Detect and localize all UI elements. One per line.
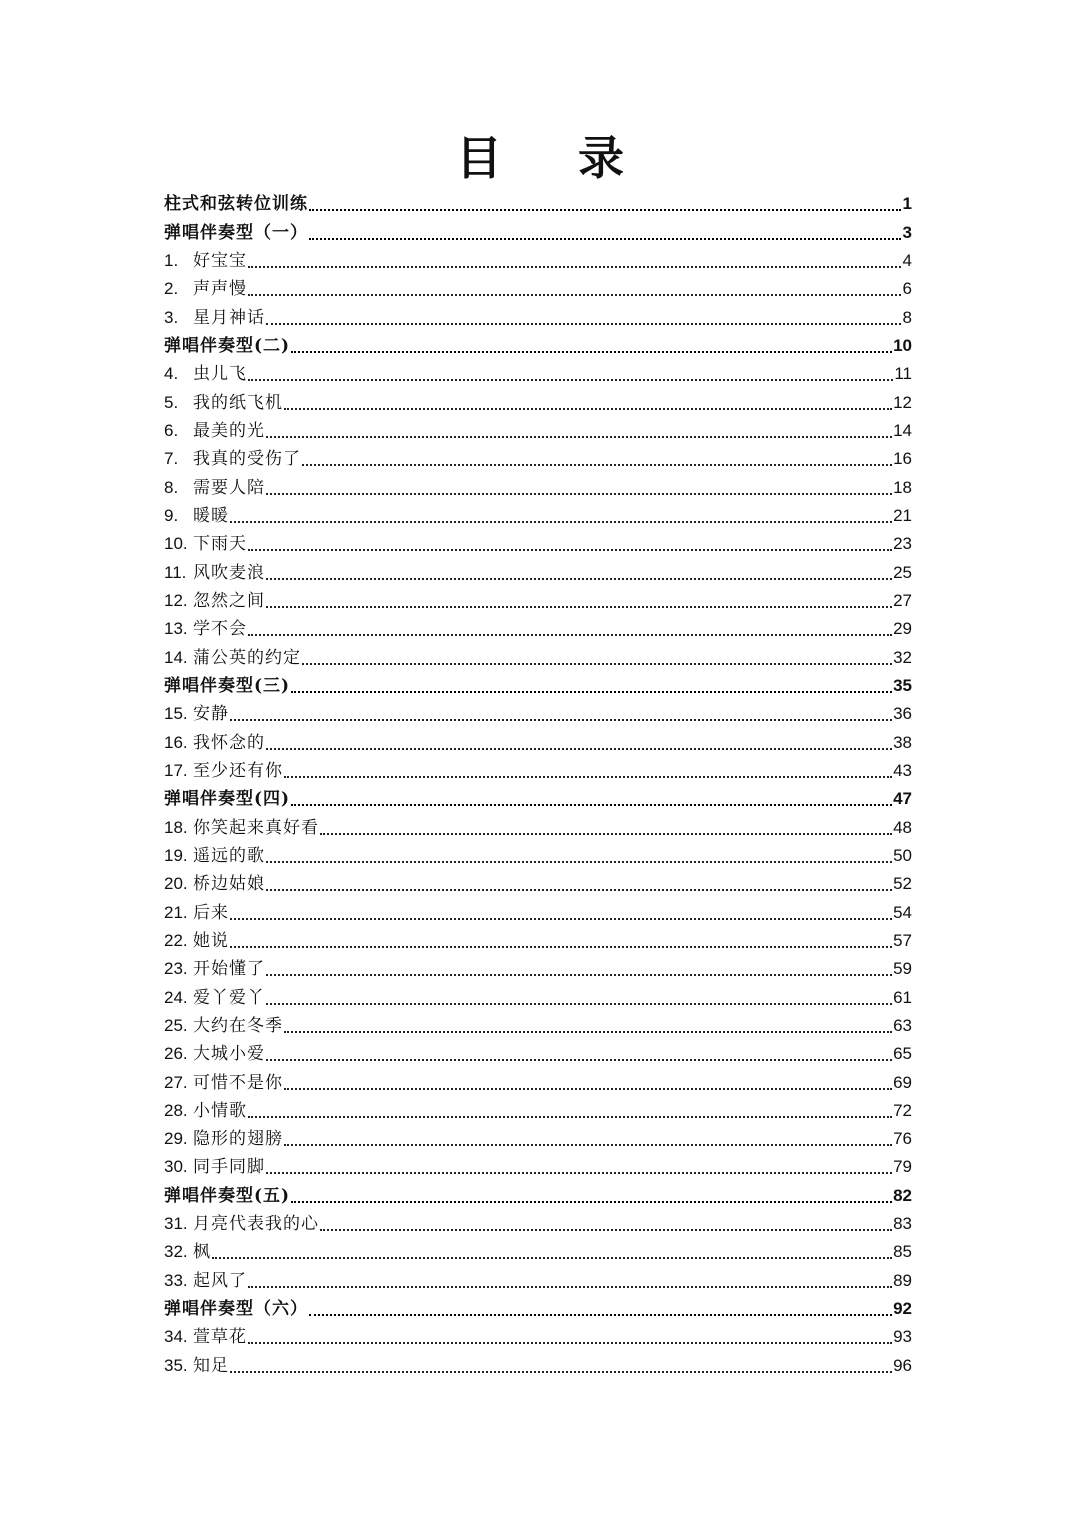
toc-item-row[interactable] bbox=[164, 528, 912, 556]
dot-leader bbox=[284, 407, 892, 410]
toc-item-row[interactable] bbox=[164, 1236, 912, 1264]
dot-leader bbox=[266, 577, 892, 580]
page-title: 目 录 bbox=[455, 131, 654, 185]
toc-item-title: 月亮代表我的心 bbox=[193, 1214, 319, 1235]
dot-leader bbox=[266, 435, 892, 438]
toc-page-number: 93 bbox=[893, 1327, 912, 1347]
dot-leader bbox=[230, 1370, 892, 1373]
toc-page-number: 1 bbox=[902, 194, 912, 214]
toc-item-row[interactable] bbox=[164, 301, 912, 329]
toc-page-number: 82 bbox=[893, 1185, 912, 1205]
toc-item-title: 可惜不是你 bbox=[193, 1072, 283, 1093]
toc-section-title: 弹唱伴奏型(五) bbox=[164, 1185, 291, 1206]
toc-section-title: 弹唱伴奏型(四) bbox=[164, 789, 291, 810]
toc-page-number: 61 bbox=[893, 987, 912, 1007]
toc-item-row[interactable] bbox=[164, 443, 912, 471]
toc-item-title: 暖暖 bbox=[193, 505, 229, 526]
toc-item-row[interactable] bbox=[164, 1010, 912, 1038]
toc-item-title: 学不会 bbox=[193, 619, 247, 640]
toc-section-title: 弹唱伴奏型(二) bbox=[164, 335, 291, 356]
toc-item-title: 大城小爱 bbox=[193, 1044, 265, 1065]
toc-item-row[interactable] bbox=[164, 1349, 912, 1377]
toc-section-row[interactable] bbox=[164, 216, 912, 244]
toc-page-number: 14 bbox=[893, 420, 912, 440]
toc-item-row[interactable] bbox=[164, 698, 912, 726]
toc-page-number: 57 bbox=[893, 930, 912, 950]
toc-item-number: 30. bbox=[164, 1157, 188, 1177]
toc-item-row[interactable] bbox=[164, 726, 912, 754]
dot-leader bbox=[212, 1256, 892, 1259]
toc-item-number: 12. bbox=[164, 590, 188, 610]
toc-page-number: 54 bbox=[893, 902, 912, 922]
toc-page-number: 8 bbox=[902, 307, 912, 327]
toc-item-row[interactable] bbox=[164, 245, 912, 273]
toc-item-number: 17. bbox=[164, 760, 188, 780]
toc-item-title: 同手同脚 bbox=[193, 1157, 265, 1178]
dot-leader bbox=[248, 293, 901, 296]
dot-leader bbox=[266, 492, 892, 495]
toc-section-title: 弹唱伴奏型（一） bbox=[164, 222, 308, 243]
toc-item-row[interactable] bbox=[164, 613, 912, 641]
toc-item-row[interactable] bbox=[164, 1066, 912, 1094]
toc-page-number: 12 bbox=[893, 392, 912, 412]
dot-leader bbox=[266, 322, 901, 325]
toc-page-number: 69 bbox=[893, 1072, 912, 1092]
toc-item-row[interactable] bbox=[164, 1123, 912, 1151]
toc-item-row[interactable] bbox=[164, 896, 912, 924]
toc-item-title: 你笑起来真好看 bbox=[193, 817, 319, 838]
toc-item-number: 34. bbox=[164, 1327, 188, 1347]
dot-leader bbox=[302, 463, 892, 466]
toc-page-number: 38 bbox=[893, 732, 912, 752]
toc-page-number: 92 bbox=[893, 1299, 912, 1319]
toc-item-number: 6. bbox=[164, 420, 179, 440]
toc-item-row[interactable] bbox=[164, 953, 912, 981]
toc-item-title: 开始懂了 bbox=[193, 959, 265, 980]
toc-item-row[interactable] bbox=[164, 925, 912, 953]
toc-item-number: 15. bbox=[164, 704, 188, 724]
dot-leader bbox=[284, 775, 892, 778]
toc-item-title: 安静 bbox=[193, 704, 229, 725]
toc-item-number: 32. bbox=[164, 1242, 188, 1262]
toc-item-row[interactable] bbox=[164, 1095, 912, 1123]
toc-page-number: 6 bbox=[902, 279, 912, 299]
toc-page-number: 52 bbox=[893, 874, 912, 894]
dot-leader bbox=[266, 888, 892, 891]
toc-item-title: 遥远的歌 bbox=[193, 845, 265, 866]
toc-page-number: 85 bbox=[893, 1242, 912, 1262]
dot-leader bbox=[230, 520, 892, 523]
toc-item-number: 14. bbox=[164, 647, 188, 667]
dot-leader bbox=[302, 662, 892, 665]
toc-item-row[interactable] bbox=[164, 755, 912, 783]
toc-item-number: 22. bbox=[164, 930, 188, 950]
toc-item-title: 好宝宝 bbox=[193, 250, 247, 271]
toc-item-number: 28. bbox=[164, 1100, 188, 1120]
dot-leader bbox=[291, 803, 892, 806]
toc-section-title: 柱式和弦转位训练 bbox=[164, 194, 308, 215]
dot-leader bbox=[291, 350, 892, 353]
toc-item-title: 最美的光 bbox=[193, 420, 265, 441]
toc-item-number: 21. bbox=[164, 902, 188, 922]
toc-item-row[interactable] bbox=[164, 1151, 912, 1179]
toc-item-number: 16. bbox=[164, 732, 188, 752]
toc-page-number: 11 bbox=[894, 364, 912, 384]
dot-leader bbox=[230, 718, 892, 721]
dot-leader bbox=[266, 1171, 892, 1174]
toc-item-title: 枫 bbox=[193, 1242, 211, 1263]
dot-leader bbox=[266, 747, 892, 750]
toc-item-number: 35. bbox=[164, 1355, 188, 1375]
toc-page-number: 43 bbox=[893, 760, 912, 780]
toc-item-title: 萱草花 bbox=[193, 1327, 247, 1348]
toc-item-title: 声声慢 bbox=[193, 279, 247, 300]
toc-section-row[interactable] bbox=[164, 783, 912, 811]
toc-item-number: 9. bbox=[164, 505, 179, 525]
dot-leader bbox=[309, 1313, 892, 1316]
dot-leader bbox=[266, 1058, 892, 1061]
dot-leader bbox=[291, 690, 892, 693]
toc-page-number: 50 bbox=[893, 845, 912, 865]
toc-item-row[interactable] bbox=[164, 811, 912, 839]
toc-item-number: 11. bbox=[164, 562, 187, 582]
toc-item-title: 忽然之间 bbox=[193, 590, 265, 611]
toc-item-title: 蒲公英的约定 bbox=[193, 647, 301, 668]
toc-page-number: 48 bbox=[893, 817, 912, 837]
toc-item-title: 隐形的翅膀 bbox=[193, 1129, 283, 1150]
toc-item-number: 24. bbox=[164, 987, 188, 1007]
toc-item-number: 1. bbox=[164, 250, 179, 270]
dot-leader bbox=[248, 548, 892, 551]
toc-item-number: 19. bbox=[164, 845, 188, 865]
toc-item-title: 桥边姑娘 bbox=[193, 874, 265, 895]
toc-page-number: 16 bbox=[893, 449, 912, 469]
toc-item-number: 13. bbox=[164, 619, 188, 639]
toc-item-row[interactable] bbox=[164, 471, 912, 499]
toc-page-number: 35 bbox=[893, 675, 912, 695]
toc-section-row[interactable] bbox=[164, 670, 912, 698]
toc-item-title: 星月神话 bbox=[193, 307, 265, 328]
dot-leader bbox=[320, 1228, 892, 1231]
toc-section-row[interactable] bbox=[164, 330, 912, 358]
toc-page-number: 10 bbox=[893, 335, 912, 355]
toc-item-title: 起风了 bbox=[193, 1270, 247, 1291]
dot-leader bbox=[309, 237, 901, 240]
toc-page-number: 83 bbox=[893, 1214, 912, 1234]
dot-leader bbox=[291, 1200, 892, 1203]
toc-page-number: 21 bbox=[893, 505, 912, 525]
toc-item-number: 7. bbox=[164, 449, 179, 469]
toc-page-number: 79 bbox=[893, 1157, 912, 1177]
dot-leader bbox=[266, 973, 892, 976]
toc-page-number: 3 bbox=[902, 222, 912, 242]
toc-item-number: 27. bbox=[164, 1072, 188, 1092]
toc-section-row[interactable] bbox=[164, 188, 912, 216]
toc-item-title: 小情歌 bbox=[193, 1100, 247, 1121]
dot-leader bbox=[248, 1285, 892, 1288]
toc-item-title: 知足 bbox=[193, 1355, 229, 1376]
toc-page-number: 59 bbox=[893, 959, 912, 979]
dot-leader bbox=[230, 945, 892, 948]
dot-leader bbox=[284, 1087, 892, 1090]
toc-item-row[interactable] bbox=[164, 981, 912, 1009]
toc-item-title: 至少还有你 bbox=[193, 760, 283, 781]
toc-page-number: 63 bbox=[893, 1015, 912, 1035]
toc-page-number: 27 bbox=[893, 590, 912, 610]
toc-item-row[interactable] bbox=[164, 1038, 912, 1066]
dot-leader bbox=[266, 860, 892, 863]
toc-item-row[interactable] bbox=[164, 273, 912, 301]
dot-leader bbox=[266, 605, 892, 608]
toc-item-title: 虫儿飞 bbox=[193, 364, 247, 385]
toc-item-row[interactable] bbox=[164, 386, 912, 414]
toc-page-number: 72 bbox=[893, 1100, 912, 1120]
toc-page-number: 47 bbox=[893, 789, 912, 809]
toc-item-row[interactable] bbox=[164, 1264, 912, 1292]
toc-item-number: 4. bbox=[164, 364, 179, 384]
toc-item-number: 29. bbox=[164, 1129, 188, 1149]
dot-leader bbox=[248, 265, 901, 268]
dot-leader bbox=[284, 1030, 892, 1033]
toc-item-row[interactable] bbox=[164, 1321, 912, 1349]
toc-item-number: 8. bbox=[164, 477, 179, 497]
toc-item-number: 26. bbox=[164, 1044, 188, 1064]
toc-page-number: 23 bbox=[893, 534, 912, 554]
dot-leader bbox=[248, 1115, 892, 1118]
toc-item-number: 20. bbox=[164, 874, 188, 894]
toc-item-title: 需要人陪 bbox=[193, 477, 265, 498]
toc-page-number: 65 bbox=[893, 1044, 912, 1064]
toc-item-row[interactable] bbox=[164, 585, 912, 613]
toc-item-row[interactable] bbox=[164, 500, 912, 528]
toc-item-title: 我真的受伤了 bbox=[193, 449, 301, 470]
toc-item-title: 后来 bbox=[193, 902, 229, 923]
toc-item-title: 爱丫爱丫 bbox=[193, 987, 265, 1008]
toc-page-number: 36 bbox=[893, 704, 912, 724]
toc-item-number: 23. bbox=[164, 959, 188, 979]
toc-item-row[interactable] bbox=[164, 641, 912, 669]
toc-item-number: 18. bbox=[164, 817, 188, 837]
toc-item-title: 下雨天 bbox=[193, 534, 247, 555]
toc-item-row[interactable] bbox=[164, 1208, 912, 1236]
toc-item-row[interactable] bbox=[164, 415, 912, 443]
toc-item-title: 她说 bbox=[193, 930, 229, 951]
toc-item-row[interactable] bbox=[164, 556, 912, 584]
toc-item-number: 25. bbox=[164, 1015, 188, 1035]
toc-item-title: 风吹麦浪 bbox=[193, 562, 265, 583]
toc-page-number: 32 bbox=[893, 647, 912, 667]
dot-leader bbox=[248, 1341, 892, 1344]
toc-item-title: 大约在冬季 bbox=[193, 1015, 283, 1036]
toc-section-title: 弹唱伴奏型（六） bbox=[164, 1299, 308, 1320]
toc-item-title: 我怀念的 bbox=[193, 732, 265, 753]
toc-item-number: 10. bbox=[164, 534, 188, 554]
toc-item-number: 2. bbox=[164, 279, 179, 299]
dot-leader bbox=[309, 208, 901, 211]
toc-item-number: 3. bbox=[164, 307, 179, 327]
toc-page-number: 4 bbox=[902, 250, 912, 270]
dot-leader bbox=[248, 378, 893, 381]
toc-item-row[interactable] bbox=[164, 840, 912, 868]
toc-section-row[interactable] bbox=[164, 1179, 912, 1207]
toc-page-number: 76 bbox=[893, 1129, 912, 1149]
toc-item-number: 5. bbox=[164, 392, 179, 412]
dot-leader bbox=[284, 1143, 892, 1146]
toc-item-number: 33. bbox=[164, 1270, 188, 1290]
toc-page-number: 96 bbox=[893, 1355, 912, 1375]
toc-page-number: 29 bbox=[893, 619, 912, 639]
toc-section-title: 弹唱伴奏型(三) bbox=[164, 675, 291, 696]
toc-item-row[interactable] bbox=[164, 358, 912, 386]
dot-leader bbox=[320, 832, 892, 835]
table-of-contents bbox=[164, 188, 912, 1378]
toc-item-row[interactable] bbox=[164, 868, 912, 896]
toc-page-number: 18 bbox=[893, 477, 912, 497]
toc-section-row[interactable] bbox=[164, 1293, 912, 1321]
toc-page-number: 25 bbox=[893, 562, 912, 582]
toc-item-title: 我的纸飞机 bbox=[193, 392, 283, 413]
toc-page-number: 89 bbox=[893, 1270, 912, 1290]
dot-leader bbox=[266, 1002, 892, 1005]
dot-leader bbox=[230, 917, 892, 920]
toc-item-number: 31. bbox=[164, 1214, 188, 1234]
dot-leader bbox=[248, 633, 892, 636]
